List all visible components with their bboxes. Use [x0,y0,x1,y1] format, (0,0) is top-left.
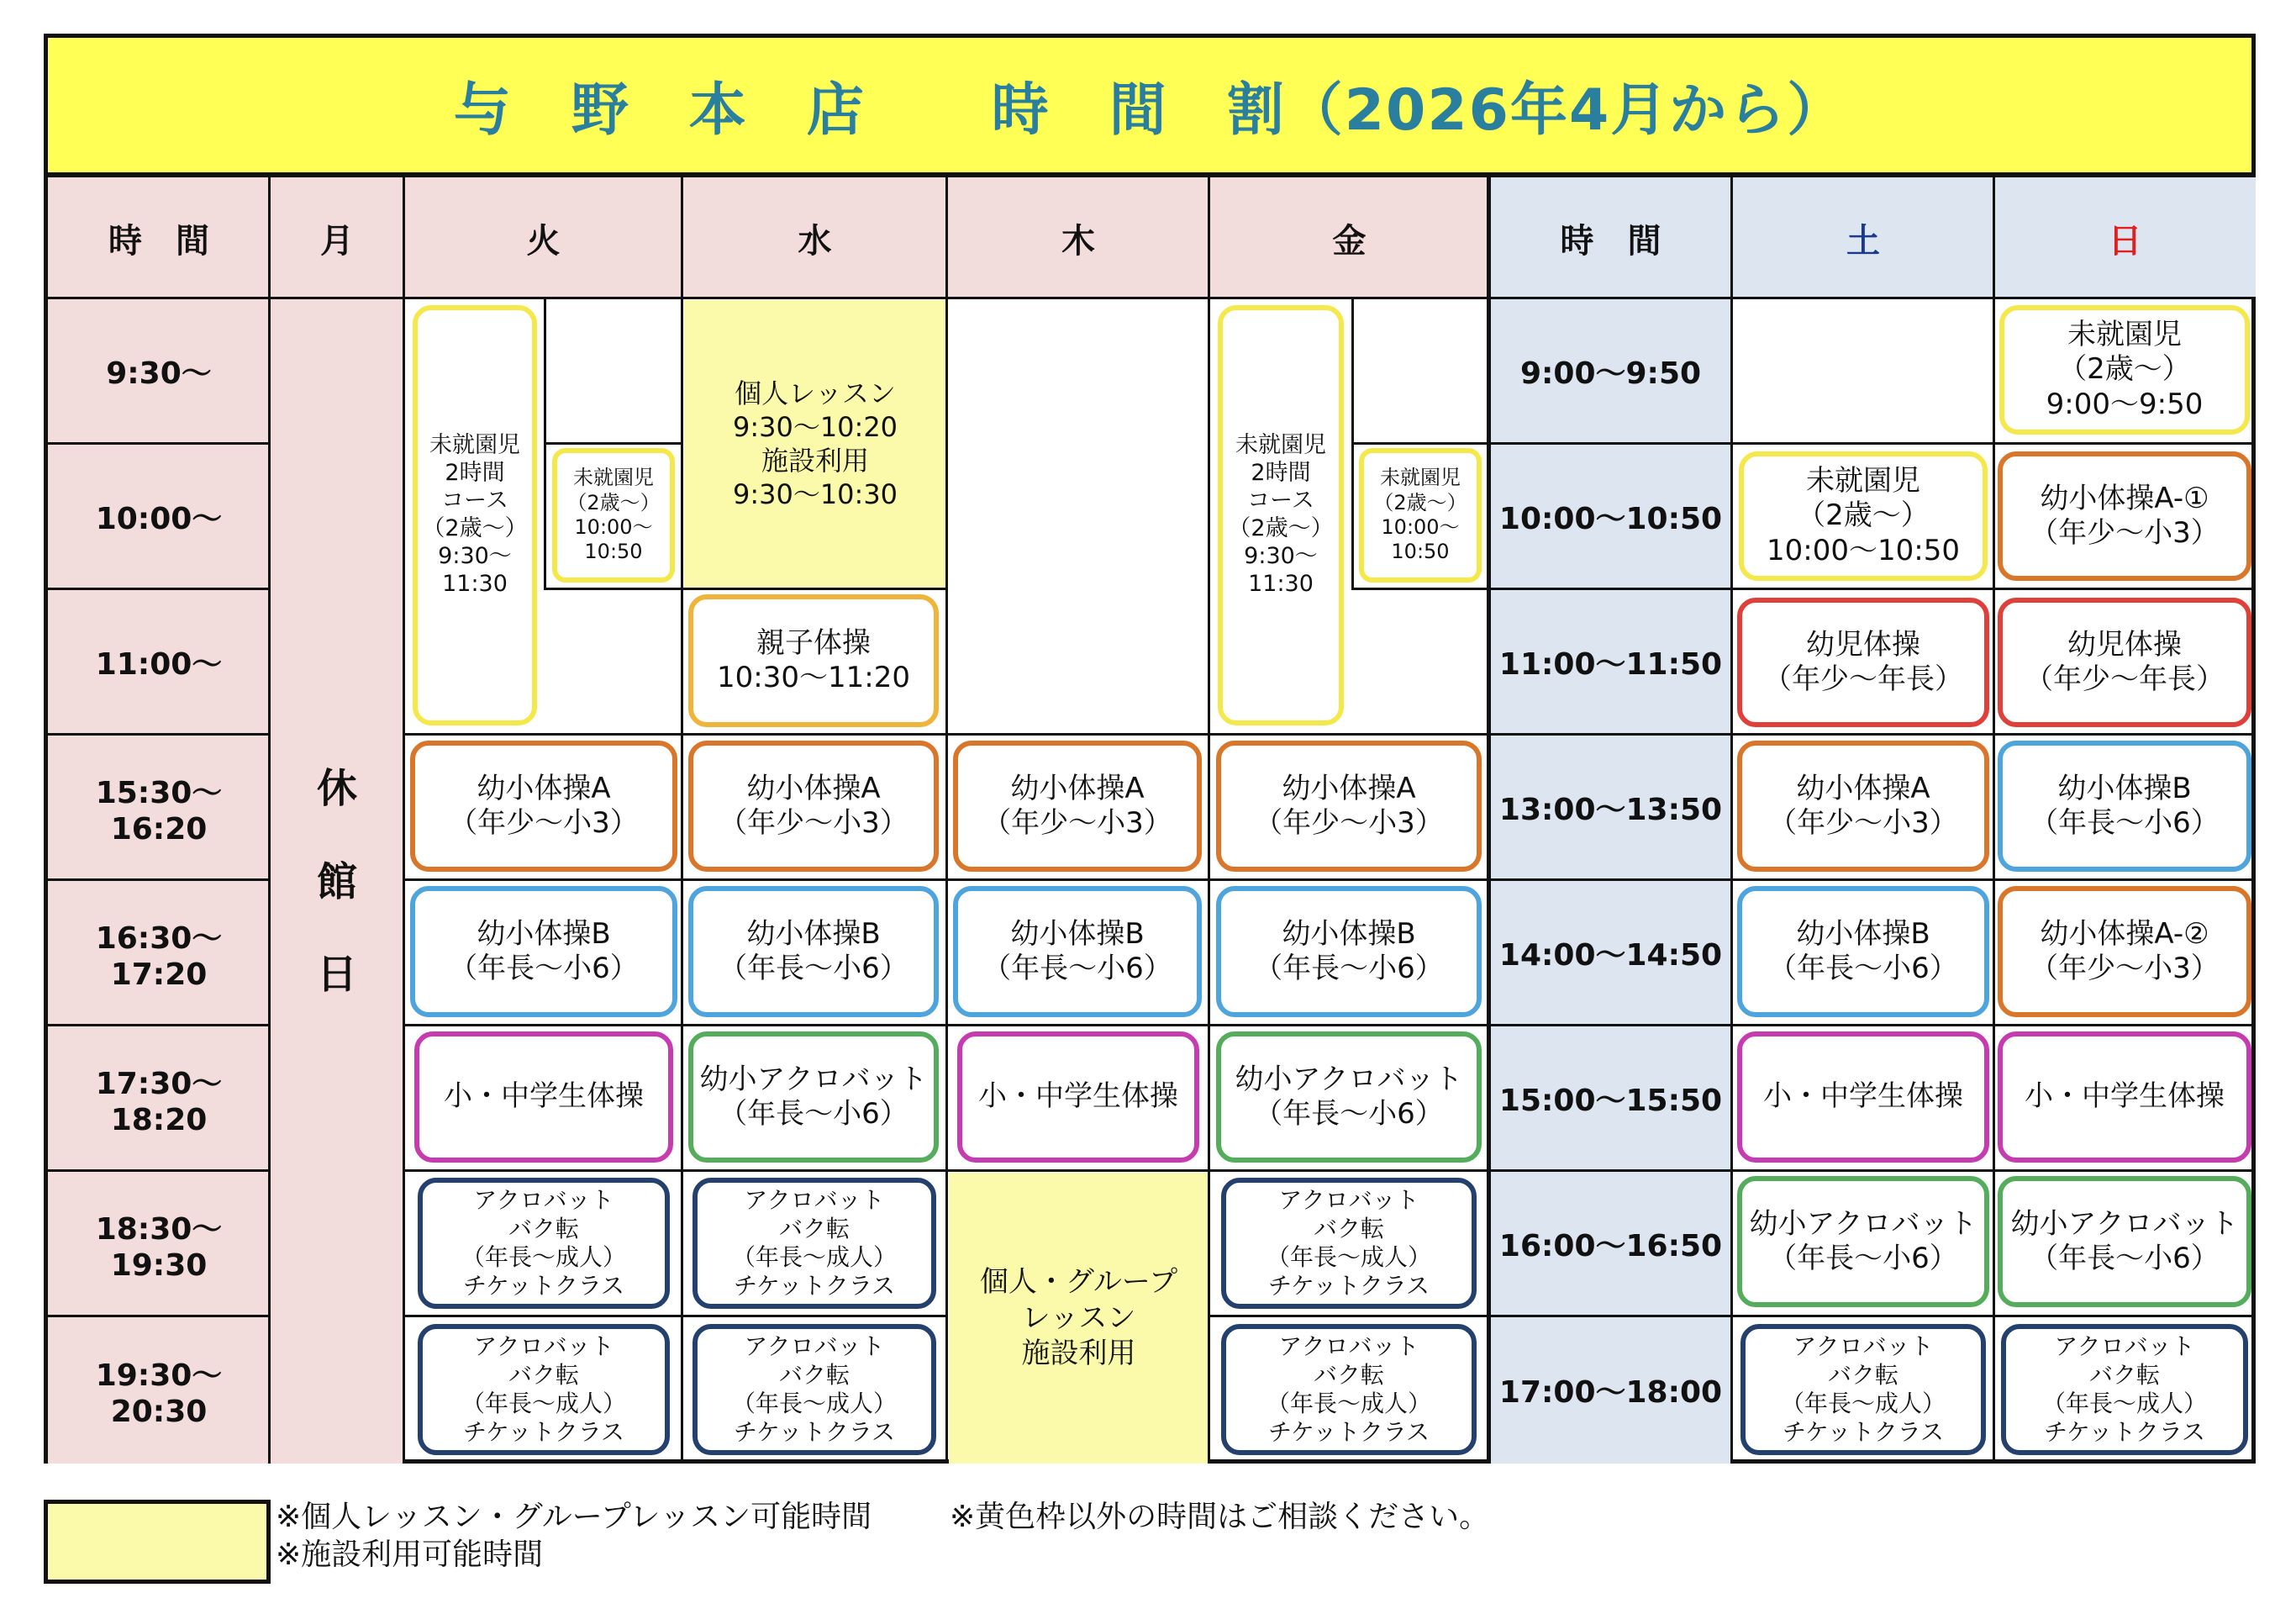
thu-shouchu[interactable]: 小・中学生体操 [957,1031,1199,1163]
time-right-8: 17:00〜18:00 [1498,1375,1723,1410]
sat-mishuu[interactable]: 未就園児 （2歳〜） 10:00〜10:50 [1739,451,1988,581]
wed-youshou-a[interactable]: 幼小体操A （年少〜小3） [688,741,939,872]
time-right-3: 11:00〜11:50 [1498,647,1723,682]
header-time-left: 時 間 [108,221,209,261]
legend-line-2: ※施設利用可能時間 [276,1538,544,1572]
time-left-5: 16:30〜17:20 [95,920,223,992]
sun-youshou-a1[interactable]: 幼小体操A-① （年少〜小3） [1998,451,2251,581]
tue-acro-1[interactable]: アクロバット バク転 （年長〜成人） チケットクラス [418,1178,670,1309]
time-right-7: 16:00〜16:50 [1498,1229,1723,1263]
legend-line-1: ※個人レッスン・グループレッスン可能時間 [276,1500,872,1534]
legend-text [276,1498,914,1574]
sun-shouchu[interactable]: 小・中学生体操 [1998,1031,2251,1163]
title-timetable: 時 間 割（2026年4月から） [991,76,1846,144]
fri-youshou-a[interactable]: 幼小体操A （年少〜小3） [1216,741,1482,872]
title-store: 与 野 本 店 [453,76,866,144]
header-tue: 火 [526,221,561,261]
sun-acro-ticket[interactable]: アクロバット バク転 （年長〜成人） チケットクラス [2001,1324,2248,1455]
header-time-right: 時 間 [1560,221,1661,261]
sun-mishuu[interactable]: 未就園児 （2歳〜） 9:00〜9:50 [1999,305,2250,435]
wed-private-lesson: 個人レッスン 9:30〜10:20 施設利用 9:30〜10:30 [684,300,946,588]
fri-acro-kids[interactable]: 幼小アクロバット （年長〜小6） [1216,1031,1482,1163]
page-title [44,34,2256,177]
sun-youshou-a2[interactable]: 幼小体操A-② （年少〜小3） [1998,886,2251,1017]
sat-acro-ticket[interactable]: アクロバット バク転 （年長〜成人） チケットクラス [1740,1324,1986,1455]
fri-acro-1[interactable]: アクロバット バク転 （年長〜成人） チケットクラス [1221,1178,1477,1309]
fri-acro-2[interactable]: アクロバット バク転 （年長〜成人） チケットクラス [1221,1324,1477,1455]
header-mon: 月 [320,221,354,261]
sun-youshou-b[interactable]: 幼小体操B （年長〜小6） [1998,741,2251,872]
thu-group-lesson: 個人・グループ レッスン 施設利用 [949,1173,1209,1464]
time-right-2: 10:00〜10:50 [1498,502,1723,536]
time-right-1: 9:00〜9:50 [1519,356,1702,391]
wed-acro-2[interactable]: アクロバット バク転 （年長〜成人） チケットクラス [692,1324,936,1455]
tue-youshou-a[interactable]: 幼小体操A （年少〜小3） [410,741,677,872]
sat-acro-kids[interactable]: 幼小アクロバット （年長〜小6） [1737,1176,1989,1307]
monday-closed: 休 館 日 [316,765,357,999]
time-right-5: 14:00〜14:50 [1498,938,1723,973]
header-sun: 日 [2108,221,2142,261]
header-fri: 金 [1332,221,1367,261]
wed-oyako[interactable]: 親子体操 10:30〜11:20 [688,594,939,727]
tue-mishuu-2h[interactable]: 未就園児 2時間 コース （2歳〜） 9:30〜 11:30 [413,305,537,725]
legend-swatch [44,1500,271,1584]
header-thu: 木 [1061,221,1095,261]
header-wed: 水 [798,221,832,261]
time-right-4: 13:00〜13:50 [1498,793,1723,827]
sat-youshou-b[interactable]: 幼小体操B （年長〜小6） [1737,886,1989,1017]
time-left-3: 11:00〜 [95,647,223,682]
wed-acro-1[interactable]: アクロバット バク転 （年長〜成人） チケットクラス [692,1178,936,1309]
time-left-7: 18:30〜19:30 [95,1211,223,1283]
tue-acro-2[interactable]: アクロバット バク転 （年長〜成人） チケットクラス [418,1324,670,1455]
time-left-8: 19:30〜20:30 [95,1358,223,1429]
thu-youshou-b[interactable]: 幼小体操B （年長〜小6） [953,886,1202,1017]
sat-shouchu[interactable]: 小・中学生体操 [1737,1031,1989,1163]
tue-shouchu[interactable]: 小・中学生体操 [414,1031,673,1163]
sat-youshou-a[interactable]: 幼小体操A （年少〜小3） [1737,741,1989,872]
time-left-1: 9:30〜 [106,356,212,391]
legend-note: ※黄色枠以外の時間はご相談ください。 [950,1500,1490,1534]
timetable [44,173,2256,1464]
time-left-4: 15:30〜16:20 [95,775,223,847]
time-left-2: 10:00〜 [95,502,223,536]
wed-youshou-b[interactable]: 幼小体操B （年長〜小6） [688,886,939,1017]
fri-youshou-b[interactable]: 幼小体操B （年長〜小6） [1216,886,1482,1017]
fri-mishuu-small[interactable]: 未就園児 （2歳〜） 10:00〜 10:50 [1359,448,1482,583]
wed-acro-kids[interactable]: 幼小アクロバット （年長〜小6） [688,1031,939,1163]
time-right-6: 15:00〜15:50 [1498,1084,1723,1118]
fri-mishuu-2h[interactable]: 未就園児 2時間 コース （2歳〜） 9:30〜 11:30 [1218,305,1344,725]
thu-youshou-a[interactable]: 幼小体操A （年少〜小3） [953,741,1202,872]
tue-youshou-b[interactable]: 幼小体操B （年長〜小6） [410,886,677,1017]
sun-youji[interactable]: 幼児体操 （年少〜年長） [1998,598,2251,727]
header-sat: 土 [1846,221,1880,261]
time-left-6: 17:30〜18:20 [95,1066,223,1137]
sun-acro-kids[interactable]: 幼小アクロバット （年長〜小6） [1998,1176,2251,1307]
tue-mishuu-small[interactable]: 未就園児 （2歳〜） 10:00〜 10:50 [552,448,675,583]
sat-youji[interactable]: 幼児体操 （年少〜年長） [1737,598,1989,727]
